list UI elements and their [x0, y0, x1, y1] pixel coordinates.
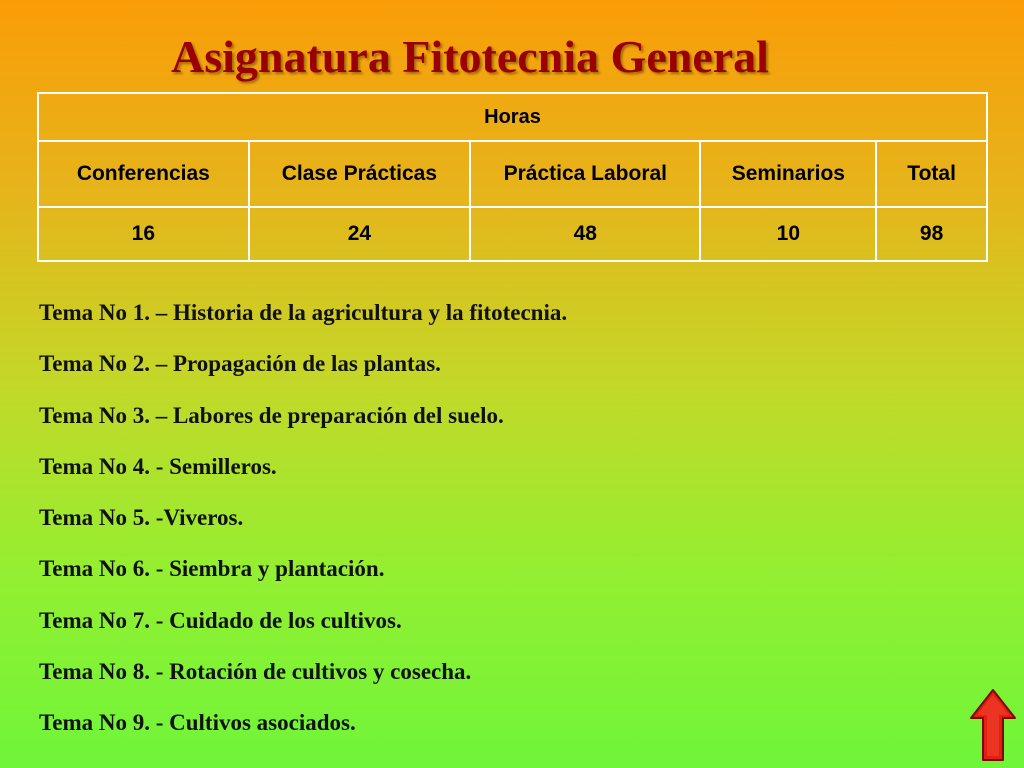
table-cell: 16	[38, 207, 249, 261]
table-cell: 10	[700, 207, 876, 261]
column-header: Conferencias	[38, 141, 249, 207]
table-cell: 48	[470, 207, 700, 261]
column-header: Total	[876, 141, 987, 207]
column-header: Práctica Laboral	[470, 141, 700, 207]
table-cell: 24	[249, 207, 470, 261]
list-item: Tema No 4. - Semilleros.	[39, 453, 277, 479]
table-cell: 98	[876, 207, 987, 261]
page-title: Asignatura Fitotecnia General	[171, 31, 769, 82]
hours-table	[37, 92, 988, 262]
list-item: Tema No 6. - Siembra y plantación.	[39, 556, 385, 582]
topic-list	[39, 296, 567, 758]
table-header-hours: Horas	[38, 93, 987, 141]
table-header-row	[38, 93, 987, 141]
table-row	[38, 207, 987, 261]
list-item: Tema No 7. - Cuidado de los cultivos.	[39, 607, 402, 633]
column-header: Seminarios	[700, 141, 876, 207]
list-item: Tema No 1. – Historia de la agricultura y la fitotecnia.	[39, 300, 568, 325]
column-header: Clase Prácticas	[249, 141, 470, 207]
list-item: Tema No 3. – Labores de preparación del suelo.	[39, 402, 504, 428]
table-columns-row	[38, 141, 987, 207]
list-item: Tema No 9. - Cultivos asociados.	[39, 710, 356, 736]
list-item: Tema No 8. - Rotación de cultivos y cosecha.	[39, 659, 472, 685]
up-arrow-icon[interactable]	[969, 688, 1017, 762]
list-item: Tema No 2. – Propagación de las plantas.	[39, 351, 441, 377]
list-item: Tema No 5. -Viveros.	[39, 505, 244, 531]
